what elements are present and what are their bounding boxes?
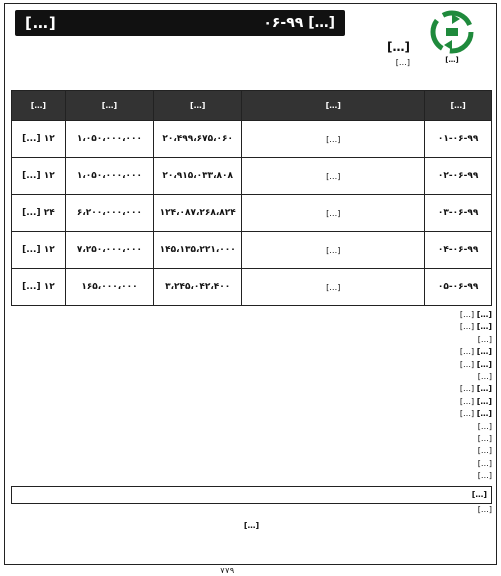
condition-item: [11, 359, 492, 371]
tender-table: [11, 90, 492, 306]
row-subject: […]: [242, 269, 425, 306]
table-row: [12, 232, 492, 269]
condition-item: [11, 458, 492, 470]
recycle-arrows-icon: [430, 10, 474, 54]
row-subject: […]: [242, 121, 425, 158]
condition-item: [11, 445, 492, 457]
condition-item: [11, 334, 492, 346]
notice-number: […] ۰۶-۹۹: [263, 15, 335, 31]
condition-item: [11, 470, 492, 482]
condition-text: […]: [459, 396, 475, 406]
condition-label: […]: [476, 310, 492, 319]
table-header-row: [12, 91, 492, 121]
row-estimate: ۱۴۵،۱۳۵،۲۲۱،۰۰۰: [154, 232, 242, 269]
condition-text: […]: [477, 372, 492, 382]
header-estimate: […]: [154, 91, 242, 121]
row-duration: ۲۴ [...]: [12, 195, 66, 232]
condition-item: [11, 433, 492, 445]
tender-notice: [4, 3, 497, 565]
row-deposit: ۱،۰۵۰،۰۰۰،۰۰۰: [65, 121, 153, 158]
condition-label: […]: [476, 347, 492, 357]
row-code: ۰۲-۰۶-۹۹: [425, 158, 492, 195]
condition-item: [11, 309, 492, 321]
condition-text: […]: [459, 359, 475, 369]
condition-item: [11, 346, 492, 358]
important-note: […]: [11, 486, 492, 504]
row-duration: ۱۲ [...]: [12, 232, 66, 269]
condition-label: […]: [476, 322, 492, 332]
logo-caption: […]: [445, 56, 459, 64]
final-notice: […]: [243, 520, 260, 530]
row-subject: […]: [242, 195, 425, 232]
condition-item: [11, 371, 492, 383]
table-row: [12, 158, 492, 195]
condition-text: […]: [459, 310, 475, 319]
condition-item: [11, 321, 492, 333]
condition-item: [11, 421, 492, 433]
row-code: ۰۳-۰۶-۹۹: [425, 195, 492, 232]
row-code: ۰۴-۰۶-۹۹: [425, 232, 492, 269]
condition-label: […]: [476, 359, 492, 369]
condition-text: […]: [477, 446, 492, 456]
header-deposit: […]: [65, 91, 153, 121]
intro-paragraph: […]: [395, 58, 410, 67]
row-subject: […]: [242, 158, 425, 195]
condition-item: [11, 408, 492, 420]
row-code: ۰۱-۰۶-۹۹: [425, 121, 492, 158]
condition-text: […]: [477, 334, 492, 344]
condition-label: […]: [476, 396, 492, 406]
condition-text: […]: [459, 347, 475, 357]
closing-paragraph: […]: [477, 505, 492, 515]
table-row: [12, 121, 492, 158]
header-subject: […]: [242, 91, 425, 121]
row-deposit: ۶،۲۰۰،۰۰۰،۰۰۰: [65, 195, 153, 232]
condition-text: […]: [459, 409, 475, 419]
row-duration: ۱۲ [...]: [12, 269, 66, 306]
table-row: [12, 269, 492, 306]
conditions-list: [11, 309, 492, 532]
condition-text: […]: [477, 421, 492, 431]
row-estimate: ۱۲۴،۰۸۷،۲۶۸،۸۲۴: [154, 195, 242, 232]
row-estimate: ۲۰،۹۱۵،۰۳۳،۸۰۸: [154, 158, 242, 195]
condition-item: [11, 396, 492, 408]
condition-text: […]: [477, 471, 492, 481]
row-deposit: ۷،۲۵۰،۰۰۰،۰۰۰: [65, 232, 153, 269]
condition-text: […]: [477, 458, 492, 468]
condition-text: […]: [477, 434, 492, 444]
row-duration: ۱۲ [...]: [12, 158, 66, 195]
row-deposit: ۱،۰۵۰،۰۰۰،۰۰۰: [65, 158, 153, 195]
organization-title: […]: [387, 40, 410, 54]
condition-label: […]: [476, 384, 492, 394]
header-duration: […]: [12, 91, 66, 121]
title-banner: [15, 10, 345, 36]
condition-text: […]: [459, 322, 475, 332]
page-number: ۷۷۹: [220, 566, 235, 575]
row-subject: […]: [242, 232, 425, 269]
table-row: [12, 195, 492, 232]
notice-header: [5, 4, 496, 78]
condition-item: [11, 383, 492, 395]
row-estimate: ۳،۲۴۵،۰۴۲،۴۰۰: [154, 269, 242, 306]
row-deposit: ۱۶۵،۰۰۰،۰۰۰: [65, 269, 153, 306]
organization-logo: [416, 10, 488, 74]
header-code: […]: [425, 91, 492, 121]
condition-text: […]: [459, 384, 475, 394]
notice-title: […]: [25, 14, 57, 32]
condition-label: […]: [476, 409, 492, 419]
row-duration: ۱۲ [...]: [12, 121, 66, 158]
row-estimate: ۲۰،۴۹۹،۶۷۵،۰۶۰: [154, 121, 242, 158]
row-code: ۰۵-۰۶-۹۹: [425, 269, 492, 306]
